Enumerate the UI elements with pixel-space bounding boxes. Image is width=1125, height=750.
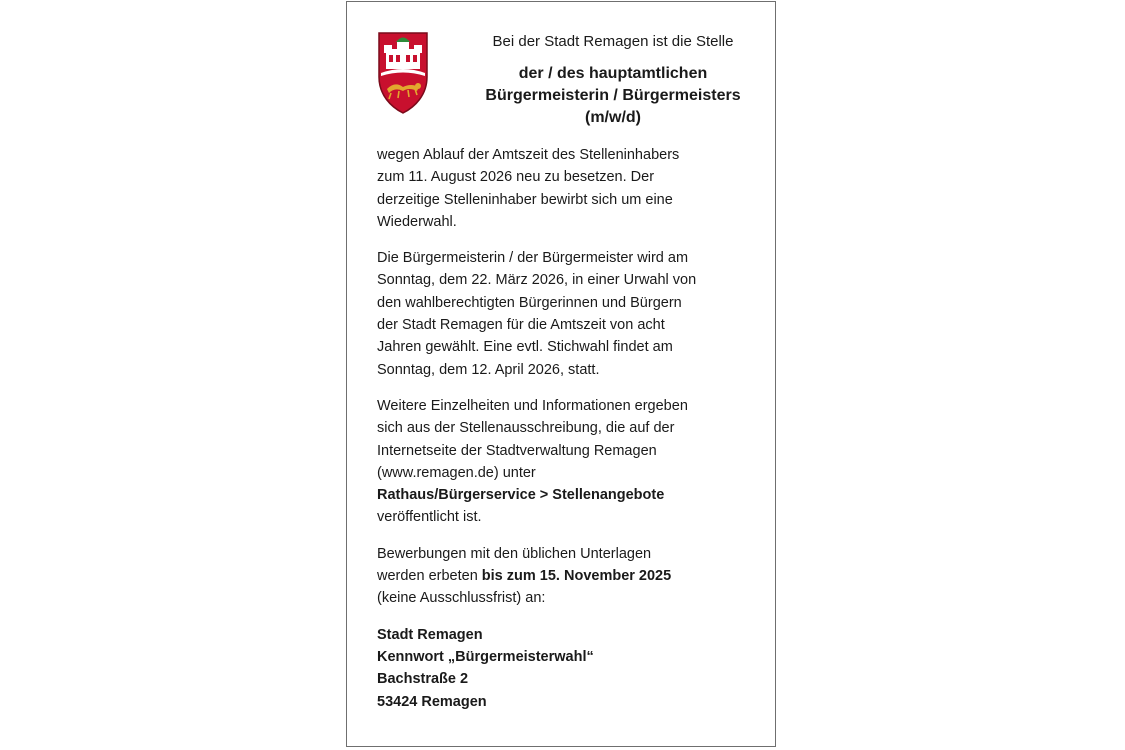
- text-line: (keine Ausschlussfrist) an:: [377, 590, 546, 607]
- job-advertisement: [346, 1, 776, 747]
- address-block: [377, 624, 757, 713]
- paragraph-details: [377, 395, 757, 529]
- title-line: Bürgermeisterin / Bürgermeisters: [485, 87, 741, 104]
- title-line: (m/w/d): [585, 109, 641, 126]
- text-line: Wiederwahl.: [377, 213, 457, 230]
- website-path: Rathaus/Bürgerservice > Stellenangebote: [377, 487, 665, 504]
- advertisement-body: [377, 144, 757, 713]
- text-line: (www.remagen.de) unter: [377, 464, 536, 481]
- address-line: Stadt Remagen: [377, 626, 483, 643]
- text-line: zum 11. August 2026 neu zu besetzen. Der: [377, 169, 655, 186]
- deadline: bis zum 15. November 2025: [481, 568, 672, 585]
- address-line: Bachstraße 2: [377, 671, 469, 688]
- text-line: sich aus der Stellenausschreibung, die auf der: [377, 420, 675, 437]
- header: [467, 32, 759, 129]
- text-line: Bewerbungen mit den üblichen Unterlagen: [377, 545, 652, 562]
- address-line: 53424 Remagen: [377, 693, 487, 710]
- text-line: Jahren gewählt. Eine evtl. Stichwahl findet am: [377, 339, 673, 356]
- text-line: Die Bürgermeisterin / der Bürgermeister wird am: [377, 250, 689, 267]
- text-line: Sonntag, dem 12. April 2026, statt.: [377, 361, 600, 378]
- address-line: Kennwort „Bürgermeisterwahl“: [377, 648, 594, 665]
- text-line: den wahlberechtigten Bürgerinnen und Bürgern: [377, 294, 682, 311]
- text-line: derzeitige Stelleninhaber bewirbt sich um eine: [377, 191, 673, 208]
- intro-text: Bei der Stadt Remagen ist die Stelle: [492, 33, 734, 50]
- text-line: werden erbeten: [377, 568, 482, 585]
- text-line: der Stadt Remagen für die Amtszeit von acht: [377, 317, 665, 334]
- coat-of-arms-icon: [377, 29, 429, 115]
- text-line: Weitere Einzelheiten und Informationen ergeben: [377, 397, 688, 414]
- text-line: Sonntag, dem 22. März 2026, in einer Urwahl von: [377, 272, 697, 289]
- text-line: Internetseite der Stadtverwaltung Remagen: [377, 442, 657, 459]
- position-title: [467, 63, 759, 129]
- title-line: der / des hauptamtlichen: [518, 65, 708, 82]
- paragraph-term: [377, 144, 757, 233]
- paragraph-application: [377, 543, 757, 610]
- paragraph-election: [377, 247, 757, 381]
- text-line: wegen Ablauf der Amtszeit des Stelleninhabers: [377, 147, 680, 163]
- text-line: veröffentlicht ist.: [377, 509, 482, 526]
